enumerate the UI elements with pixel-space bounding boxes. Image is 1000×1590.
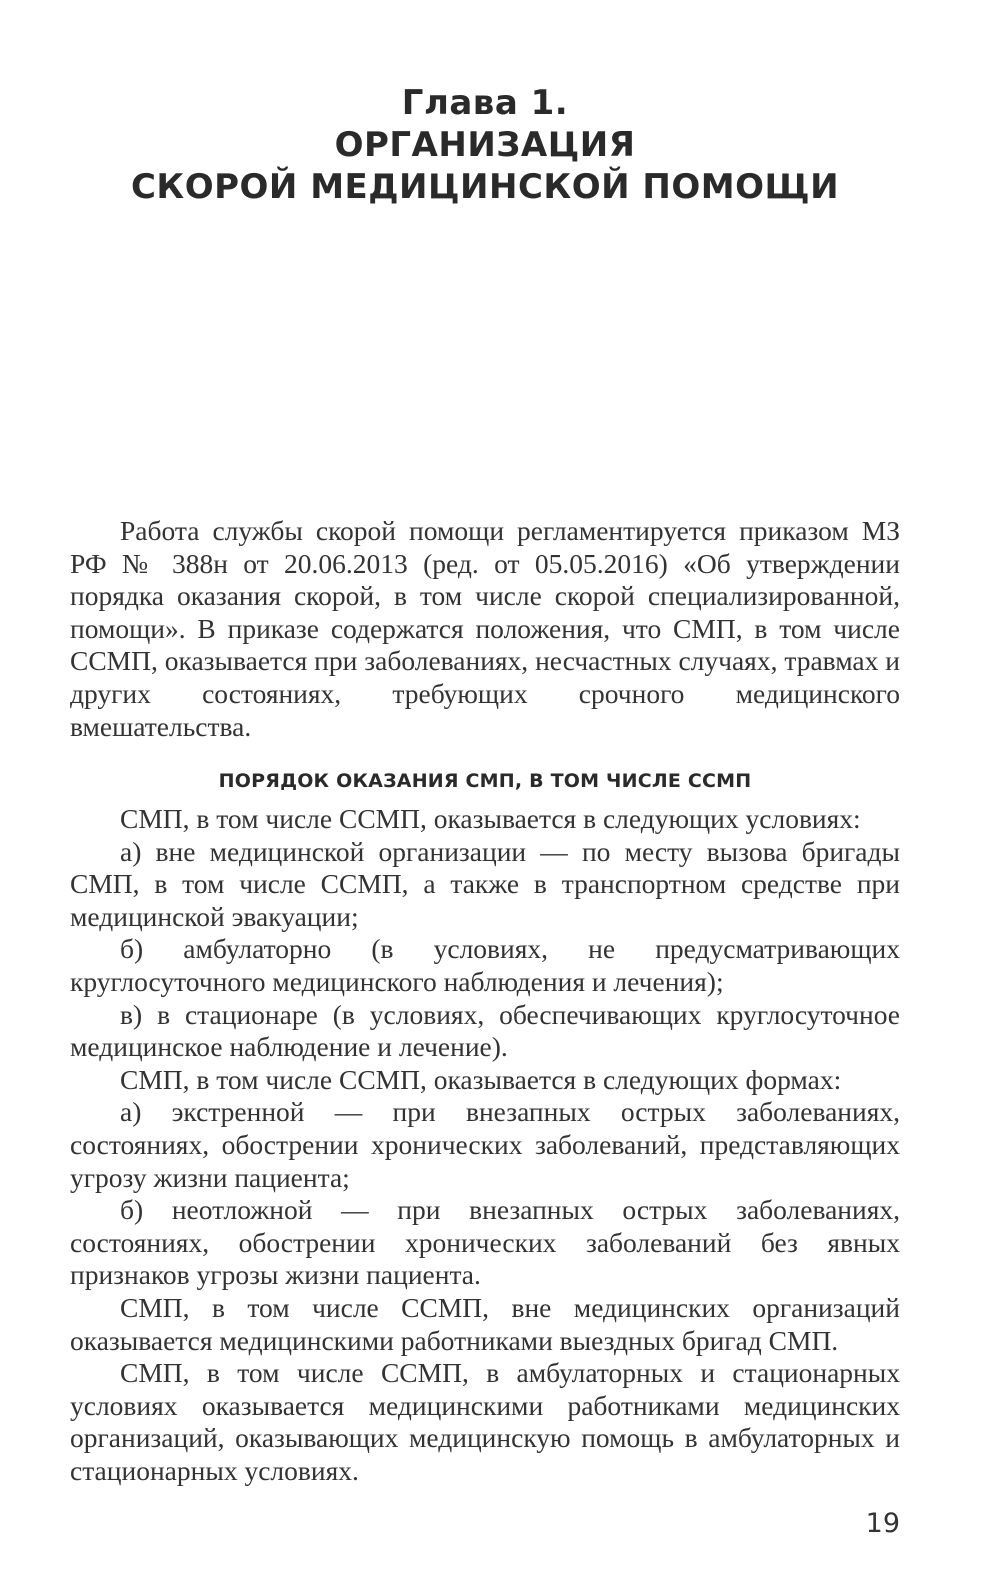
paragraph: а) вне медицинской организации — по месту вызова бригады СМП, в том числе ССМП, а также в транспортном средстве при медицинской эвакуации; — [70, 835, 900, 932]
section-heading: ПОРЯДОК ОКАЗАНИЯ СМП, В ТОМ ЧИСЛЕ ССМП — [218, 770, 752, 792]
paragraph: СМП, в том числе ССМП, вне медицинских организаций оказывается медицинскими работниками выездных бригад СМП. — [70, 1291, 900, 1356]
chapter-title — [70, 82, 900, 208]
chapter-title-line-2: СКОРОЙ МЕДИЦИНСКОЙ ПОМОЩИ — [130, 167, 840, 207]
paragraph: СМП, в том числе ССМП, оказывается в следующих условиях: — [120, 803, 861, 834]
section-body — [70, 803, 900, 1487]
paragraph: в) в стационаре (в условиях, обеспечивающих круглосуточное медицинское наблюдение и лечение). — [70, 998, 900, 1063]
paragraph: а) экстренной — при внезапных острых заболеваниях, состояниях, обострении хронических заболеваний, представляющих угрозу жизни пациента; — [70, 1096, 900, 1193]
paragraph: СМП, в том числе ССМП, в амбулаторных и стационарных условиях оказывается медицинскими работниками медицинских организаций, оказывающих медицинскую помощь в амбулаторных и стационарных условиях. — [70, 1357, 900, 1486]
page-number: 19 — [865, 1508, 900, 1539]
paragraph: б) амбулаторно (в условиях, не предусматривающих круглосуточного медицинского наблюдения и лечения); — [70, 933, 900, 997]
chapter-title-line-1: ОРГАНИЗАЦИЯ — [334, 125, 636, 165]
paragraph: б) неотложной — при внезапных острых заболеваниях, состояниях, обострении хронических заболеваний без явных признаков угрозы жизни пациента. — [70, 1194, 900, 1291]
intro-paragraph: Работа службы скорой помощи регламентируется приказом МЗ РФ № 388н от 20.06.2013 (ред. от 05.05.2016) «Об утверждении порядка оказания скорой, в том числе скорой специализированной, помощи». В приказе содержатся положения, что СМП, в том числе ССМП, оказывается при заболеваниях, несчастных случаях, травмах и других состояниях, требующих срочного медицинского вмешательства. — [70, 515, 900, 742]
paragraph: СМП, в том числе ССМП, оказывается в следующих формах: — [120, 1063, 842, 1095]
chapter-label: Глава 1. — [401, 83, 569, 123]
intro-text — [70, 515, 900, 743]
